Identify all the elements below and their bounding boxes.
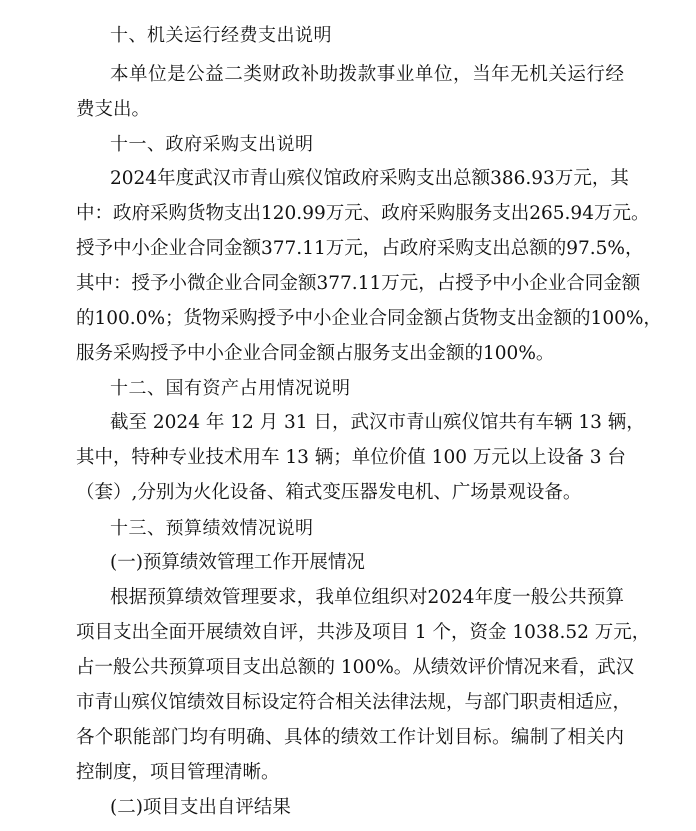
paragraph-line: 控制度，项目管理清晰。 [76,762,280,783]
subsection-heading-1: (一)预算绩效管理工作开展情况 [110,552,365,573]
section-heading-10: 十、机关运行经费支出说明 [110,25,332,46]
section-heading-12: 十二、国有资产占用情况说明 [110,378,351,399]
paragraph-line: 占一般公共预算项目支出总额的 100%。从绩效评价情况来看，武汉 [76,657,635,678]
paragraph-line: 服务采购授予中小企业合同金额占服务支出金额的100%。 [76,343,555,364]
paragraph-line: 本单位是公益二类财政补助拨款事业单位，当年无机关运行经 [110,64,624,85]
paragraph-line: 其中，特种专业技术用车 13 辆；单位价值 100 万元以上设备 3 台 [76,447,626,468]
paragraph-line: 费支出。 [76,99,151,120]
paragraph-line: 截至 2024 年 12 月 31 日，武汉市青山殡仪馆共有车辆 13 辆， [110,412,645,433]
paragraph-line: 其中：授予小微企业合同金额377.11万元，占授予中小企业合同金额 [76,273,641,294]
paragraph-line: 的100.0%；货物采购授予中小企业合同金额占货物支出金额的100%， [76,308,662,329]
paragraph-line: 授予中小企业合同金额377.11万元，占政府采购支出总额的97.5%， [76,238,644,259]
section-heading-13: 十三、预算绩效情况说明 [110,518,314,539]
paragraph-line: 项目支出全面开展绩效自评，共涉及项目 1 个，资金 1038.52 万元， [76,622,651,643]
paragraph-line: 市青山殡仪馆绩效目标设定符合相关法律法规，与部门职责相适应， [76,692,632,713]
paragraph-line: 2024年度武汉市青山殡仪馆政府采购支出总额386.93万元，其 [110,168,629,189]
paragraph-line: 根据预算绩效管理要求，我单位组织对2024年度一般公共预算 [110,587,624,608]
paragraph-line: 各个职能部门均有明确、具体的绩效工作计划目标。编制了相关内 [76,727,624,748]
paragraph-line: （套）,分别为火化设备、箱式变压器发电机、广场景观设备。 [76,482,582,503]
subsection-heading-2: (二)项目支出自评结果 [110,797,291,818]
section-heading-11: 十一、政府采购支出说明 [110,134,314,155]
paragraph-line: 中：政府采购货物支出120.99万元、政府采购服务支出265.94万元。 [76,203,650,224]
